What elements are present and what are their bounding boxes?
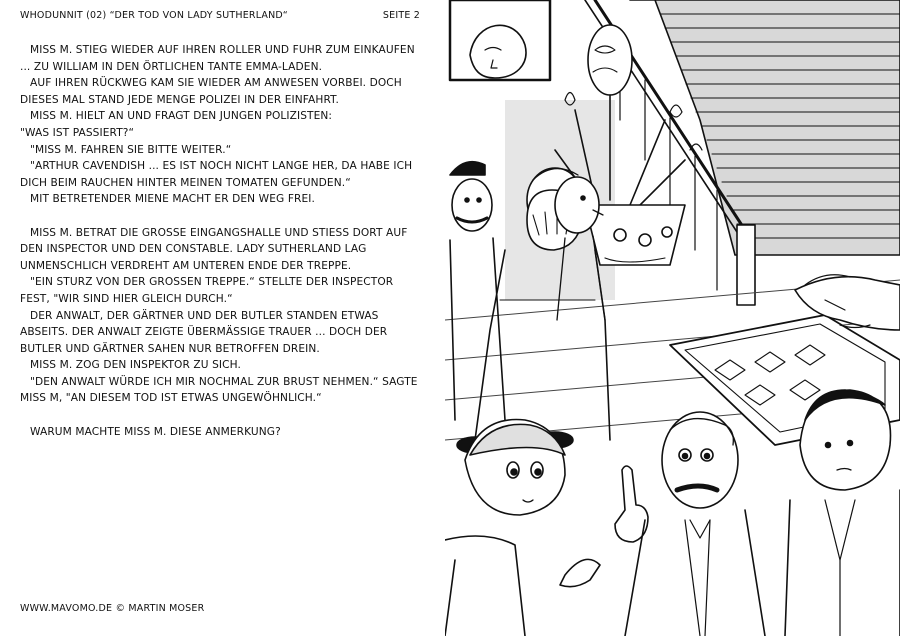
page-number: SEITE 2: [382, 10, 420, 21]
riddle-question: WARUM MACHTE MISS M. DIESE ANMERKUNG?: [30, 425, 281, 438]
story-paragraph: AUF IHREN RÜCKWEG KAM SIE WIEDER AM ANWESEN VORBEI. DOCH DIESES MAL STAND JEDE MENGE POLIZEI IN DER EINFAHRT.: [20, 77, 402, 106]
story-paragraph: MISS M. STIEG WIEDER AUF IHREN ROLLER UND FUHR ZUM EINKAUFEN ... ZU WILLIAM IN DEN ÖRTLICHEN TANTE EMMA-LADEN.: [20, 44, 415, 73]
painting: [450, 0, 550, 80]
footer-credit: WWW.MAVOMO.DE © MARTIN MOSER: [20, 603, 205, 614]
text-page: [0, 0, 440, 636]
dialogue-line: "EIN STURZ VON DER GROSSEN TREPPE.“ STELLTE DER INSPECTOR FEST, "WIR SIND HIER GLEICH DURCH.“: [20, 276, 394, 305]
story-paragraph: DER ANWALT, DER GÄRTNER UND DER BUTLER STANDEN ETWAS ABSEITS. DER ANWALT ZEIGTE ÜBERMÄSSIGE TRAUER ... DOCH DER BUTLER UND GÄRTNER SAHEN NUR BETROFFEN DREIN.: [20, 309, 388, 355]
comic-illustration: [445, 0, 900, 636]
illustration-panel: [445, 0, 900, 636]
story-paragraph: MISS M. ZOG DEN INSPEKTOR ZU SICH.: [30, 359, 241, 372]
story-paragraph: MISS M. HIELT AN UND FRAGT DEN JUNGEN POLIZISTEN:: [30, 110, 333, 123]
dialogue-line: "DEN ANWALT WÜRDE ICH MIR NOCHMAL ZUR BRUST NEHMEN.“ SAGTE MISS M, "AN DIESEM TOD IST ETWAS UNGEWÖHNLICH.“: [20, 375, 418, 405]
story-text: [20, 42, 425, 440]
dialogue-line: "ARTHUR CAVENDISH ... ES IST NOCH NICHT LANGE HER, DA HABE ICH DICH BEIM RAUCHEN HINTER MEINEN TOMATEN GEFUNDEN.“: [20, 160, 413, 189]
dialogue-line: "WAS IST PASSIERT?“: [20, 126, 135, 139]
paragraph-gap: [20, 208, 425, 225]
inspector-figure: [615, 412, 765, 636]
story-title: WHODUNNIT (02) “DER TOD VON LADY SUTHERLAND“: [20, 10, 288, 21]
story-paragraph: MIT BETRETENDER MIENE MACHT ER DEN WEG FREI.: [30, 193, 315, 206]
story-paragraph: MISS M. BETRAT DIE GROSSE EINGANGSHALLE UND STIESS DORT AUF DEN INSPECTOR UND DEN CONSTABLE. LADY SUTHERLAND LAG UNMENSCHLICH VERDREHT AM UNTEREN ENDE DER TREPPE.: [20, 226, 408, 272]
miss-m-figure: [445, 420, 600, 636]
dialogue-line: "MISS M. FAHREN SIE BITTE WEITER.“: [30, 143, 232, 156]
